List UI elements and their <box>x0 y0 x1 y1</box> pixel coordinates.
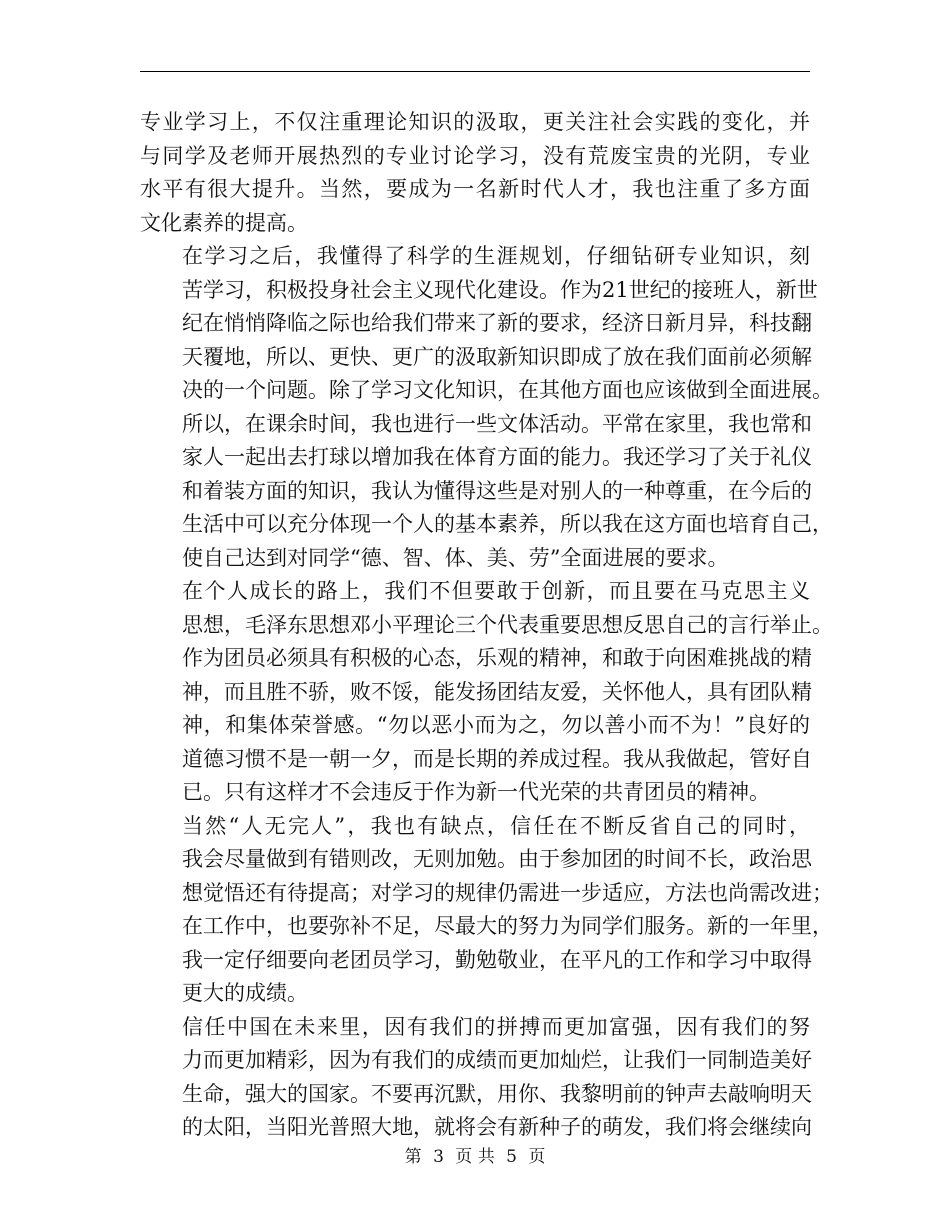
text-line: 道德习惯不是一朝一夕，而是长期的养成过程。我从我做起，管好自 <box>182 746 812 771</box>
text-line: 已。只有这样才不会违反于作为新一代光荣的共青团员的精神。 <box>182 780 770 804</box>
text-line: 文化素养的提高。 <box>140 210 308 235</box>
text-line: 想觉悟还有待提高；对学习的规律仍需进一步适应，方法也尚需改进； <box>182 880 833 905</box>
page-footer <box>0 1146 950 1168</box>
paragraph-2 <box>140 240 833 575</box>
text-line: 神，和集体荣誉感。“勿以恶小而为之，勿以善小而不为！”良好的 <box>182 713 810 737</box>
text-line: 当然“人无完人”，我也有缺点，信任在不断反省自己的同时， <box>182 813 810 838</box>
document-body <box>140 106 833 1145</box>
text-line: 纪在悄悄降临之际也给我们带来了新的要求，经济日新月异，科技翻 <box>182 311 812 335</box>
text-line: 所以，在课余时间，我也进行一些文体活动。平常在家里，我也常和 <box>182 411 812 436</box>
text-line: 我会尽量做到有错则改，无则加勉。由于参加团的时间不长，政治思 <box>182 847 812 871</box>
text-line: 在个人成长的路上，我们不但要敢于创新，而且要在马克思主义 <box>182 579 810 603</box>
text-line: 专业学习上，不仅注重理论知识的汲取，更关注社会实践的变化，并 <box>140 110 810 134</box>
text-line: 作为团员必须具有积极的心态，乐观的精神，和敢于向困难挑战的精 <box>182 646 812 670</box>
text-line: 神，而且胜不骄，败不馁，能发扬团结友爱，关怀他人，具有团队精 <box>182 679 812 704</box>
text-line: 天覆地，所以、更快、更广的汲取新知识即成了放在我们面前必须解 <box>182 344 812 369</box>
text-line: 使自己达到对同学“德、智、体、美、劳”全面进展的要求。 <box>182 545 729 570</box>
paragraph-3 <box>140 575 833 810</box>
footer-total-pages: 5 <box>506 1147 517 1167</box>
text-line: 我一定仔细要向老团员学习，勤勉敬业，在平凡的工作和学习中取得 <box>182 947 812 972</box>
text-line: 在工作中，也要弥补不足，尽最大的努力为同学们服务。新的一年里， <box>182 914 833 938</box>
text-line: 决的一个问题。除了学习文化知识，在其他方面也应该做到全面进展。 <box>182 378 833 402</box>
footer-suffix: 页 <box>528 1147 546 1167</box>
footer-middle: 页 共 <box>455 1147 495 1167</box>
text-line: 家人一起出去打球以增加我在体育方面的能力。我还学习了关于礼仪 <box>182 445 812 469</box>
text-line: 生命，强大的国家。不要再沉默，用你、我黎明前的钟声去敲响明天 <box>182 1081 812 1106</box>
text-line: 思想，毛泽东思想邓小平理论三个代表重要思想反思自己的言行举止。 <box>182 612 833 637</box>
text-line: 在学习之后，我懂得了科学的生涯规划，仔细钻研专业知识，刻 <box>182 244 810 268</box>
paragraph-5 <box>140 1011 810 1145</box>
text-line: 的太阳，当阳光普照大地，就将会有新种子的萌发，我们将会继续向 <box>182 1115 812 1139</box>
header-rule <box>140 71 810 72</box>
text-line: 更大的成绩。 <box>182 981 308 1005</box>
text-line: 信任中国在未来里，因有我们的拼搏而更加富强，因有我们的努 <box>182 1014 810 1039</box>
text-line: 力而更加精彩，因为有我们的成绩而更加灿烂，让我们一同制造美好 <box>182 1048 812 1072</box>
footer-page-number: 3 <box>433 1147 444 1167</box>
footer-prefix: 第 <box>404 1147 422 1167</box>
text-line: 生活中可以充分体现一个人的基本素养，所以我在这方面也培育自己， <box>182 512 833 536</box>
text-line: 苦学习，积极投身社会主义现代化建设。作为21世纪的接班人，新世 <box>182 277 818 302</box>
paragraph-1 <box>140 106 810 240</box>
text-line: 与同学及老师开展热烈的专业讨论学习，没有荒废宝贵的光阴，专业 <box>140 143 810 168</box>
paragraph-4 <box>140 810 833 1011</box>
text-line: 和着装方面的知识，我认为懂得这些是对别人的一种尊重，在今后的 <box>182 478 812 503</box>
text-line: 水平有很大提升。当然，要成为一名新时代人才，我也注重了多方面 <box>140 177 810 201</box>
